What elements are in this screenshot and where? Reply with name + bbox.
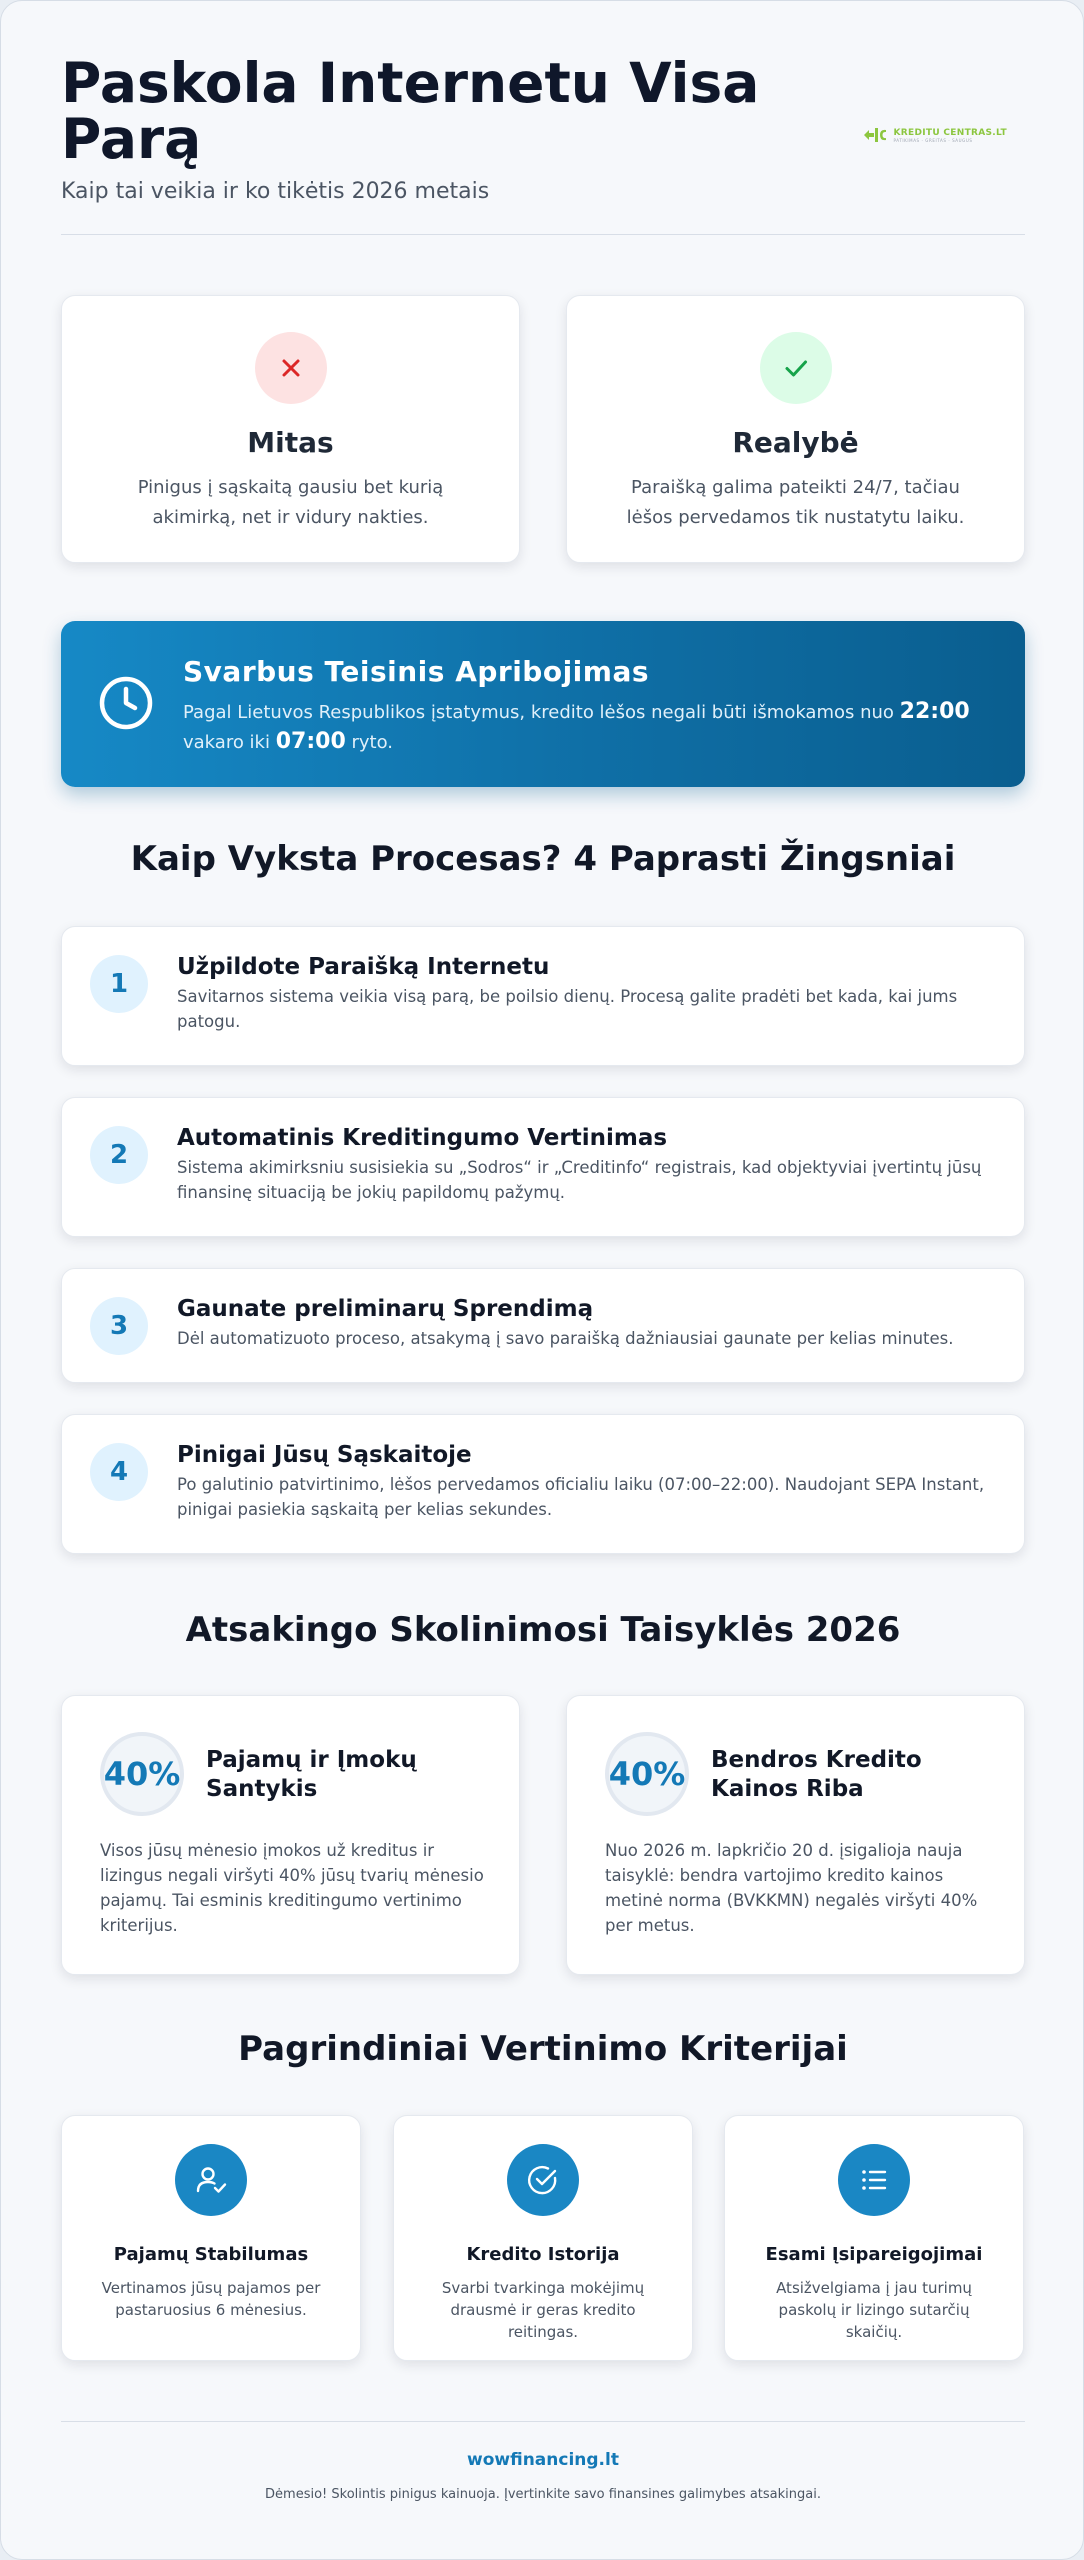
- myth-card: [61, 295, 520, 563]
- myth-title: Mitas: [247, 426, 334, 459]
- legal-text-before: Pagal Lietuvos Respublikos įstatymus, kredito lėšos negali būti išmokamos nuo: [183, 702, 900, 723]
- list-icon: [838, 2144, 910, 2216]
- clock-icon: [97, 674, 155, 732]
- check-icon: [760, 332, 832, 404]
- page-title: Paskola Internetu Visa Parą: [61, 51, 760, 171]
- criteria-card-obligations: [724, 2115, 1024, 2361]
- logo-mark-icon: [862, 125, 888, 145]
- rule-card-apr: [566, 1695, 1025, 1975]
- legal-text-after: ryto.: [345, 732, 393, 753]
- criteria-text: Svarbi tvarkinga mokėjimų drausmė ir geras kredito reitingas.: [441, 2279, 645, 2341]
- step-card-3: [61, 1268, 1025, 1383]
- header: [61, 51, 1025, 235]
- step-card-2: [61, 1097, 1025, 1237]
- step-title: Pinigai Jūsų Sąskaitoje: [177, 1442, 472, 1468]
- criteria-heading: Pagrindiniai Vertinimo Kriterijai: [238, 2029, 848, 2069]
- step-card-4: [61, 1414, 1025, 1554]
- rule-title: Pajamų ir Įmokų Santykis: [206, 1747, 417, 1802]
- logo-tagline: PATIKIMAS · GREITAS · SAUGUS: [893, 137, 973, 143]
- step-text: Sistema akimirksniu susisiekia su „Sodros“ ir „Creditinfo“ registrais, kad objektyviai įvertintų jūsų finansinę situaciją be jokių papildomų pažymų.: [177, 1158, 982, 1202]
- criteria-card-history: [393, 2115, 693, 2361]
- criteria-card-income: [61, 2115, 361, 2361]
- criteria-text: Atsižvelgiama į jau turimų paskolų ir lizingo sutarčių skaičių.: [776, 2279, 972, 2341]
- rule-badge: 40%: [605, 1732, 689, 1816]
- logo-name: KREDITU CENTRAS.LT: [893, 127, 1007, 138]
- legal-title: Svarbus Teisinis Apribojimas: [183, 655, 650, 688]
- rule-card-dti: [61, 1695, 520, 1975]
- page-subtitle: Kaip tai veikia ir ko tikėtis 2026 metais: [61, 179, 490, 204]
- legal-time-to: 07:00: [275, 729, 346, 754]
- rule-title: Bendros Kredito Kainos Riba: [711, 1747, 922, 1802]
- header-divider: [61, 234, 1025, 235]
- criteria-title: Pajamų Stabilumas: [113, 2244, 309, 2265]
- circle-check-icon: [507, 2144, 579, 2216]
- criteria-title: Kredito Istorija: [466, 2244, 620, 2265]
- close-icon: [255, 332, 327, 404]
- user-check-icon: [175, 2144, 247, 2216]
- step-title: Užpildote Paraišką Internetu: [177, 954, 550, 980]
- reality-card: [566, 295, 1025, 563]
- step-number: 2: [90, 1126, 148, 1184]
- legal-text: [183, 697, 993, 757]
- step-number: 4: [90, 1443, 148, 1501]
- legal-text-middle: vakaro iki: [183, 732, 276, 753]
- process-heading: Kaip Vyksta Procesas? 4 Paprasti Žingsniai: [130, 839, 956, 879]
- step-number: 1: [90, 955, 148, 1013]
- rule-text: Visos jūsų mėnesio įmokos už kreditus ir lizingus negali viršyti 40% jūsų tvarių mėnesio pajamų. Tai esminis kreditingumo vertinimo kriterijus.: [100, 1841, 484, 1935]
- rules-heading: Atsakingo Skolinimosi Taisyklės 2026: [185, 1610, 901, 1650]
- legal-banner: [61, 621, 1025, 787]
- rule-text: Nuo 2026 m. lapkričio 20 d. įsigalioja nauja taisyklė: bendra vartojimo kredito kainos metinė norma (BVKKMN) negalės viršyti 40% per metus.: [605, 1841, 978, 1935]
- step-number: 3: [90, 1297, 148, 1355]
- footer-link[interactable]: wowfinancing.lt: [467, 2450, 619, 2470]
- legal-time-from: 22:00: [899, 699, 970, 724]
- step-title: Automatinis Kreditingumo Vertinimas: [177, 1125, 668, 1151]
- criteria-title: Esami Įsipareigojimai: [765, 2244, 983, 2265]
- step-text: Po galutinio patvirtinimo, lėšos pervedamos oficialiu laiku (07:00–22:00). Naudojant SEPA Instant, pinigai pasiekia sąskaitą per kelias sekundes.: [177, 1475, 985, 1519]
- step-card-1: [61, 926, 1025, 1066]
- reality-text: Paraišką galima pateikti 24/7, tačiau lėšos pervedamos tik nustatytu laiku.: [626, 477, 965, 528]
- rule-badge: 40%: [100, 1732, 184, 1816]
- reality-title: Realybė: [732, 426, 859, 459]
- myth-text: Pinigus į sąskaitą gausiu bet kurią akimirką, net ir vidury nakties.: [137, 477, 444, 528]
- criteria-text: Vertinamos jūsų pajamos per pastaruosius 6 mėnesius.: [101, 2279, 321, 2319]
- brand-logo[interactable]: [862, 125, 1007, 145]
- step-title: Gaunate preliminarų Sprendimą: [177, 1296, 594, 1322]
- footer-divider: [61, 2421, 1025, 2422]
- step-text: Dėl automatizuoto proceso, atsakymą į savo paraišką dažniausiai gaunate per kelias minutes.: [177, 1329, 954, 1348]
- footer-disclaimer: Dėmesio! Skolintis pinigus kainuoja. Įvertinkite savo finansines galimybes atsakingai.: [265, 2487, 821, 2502]
- step-text: Savitarnos sistema veikia visą parą, be poilsio dienų. Procesą galite pradėti bet kada, kai jums patogu.: [177, 987, 958, 1031]
